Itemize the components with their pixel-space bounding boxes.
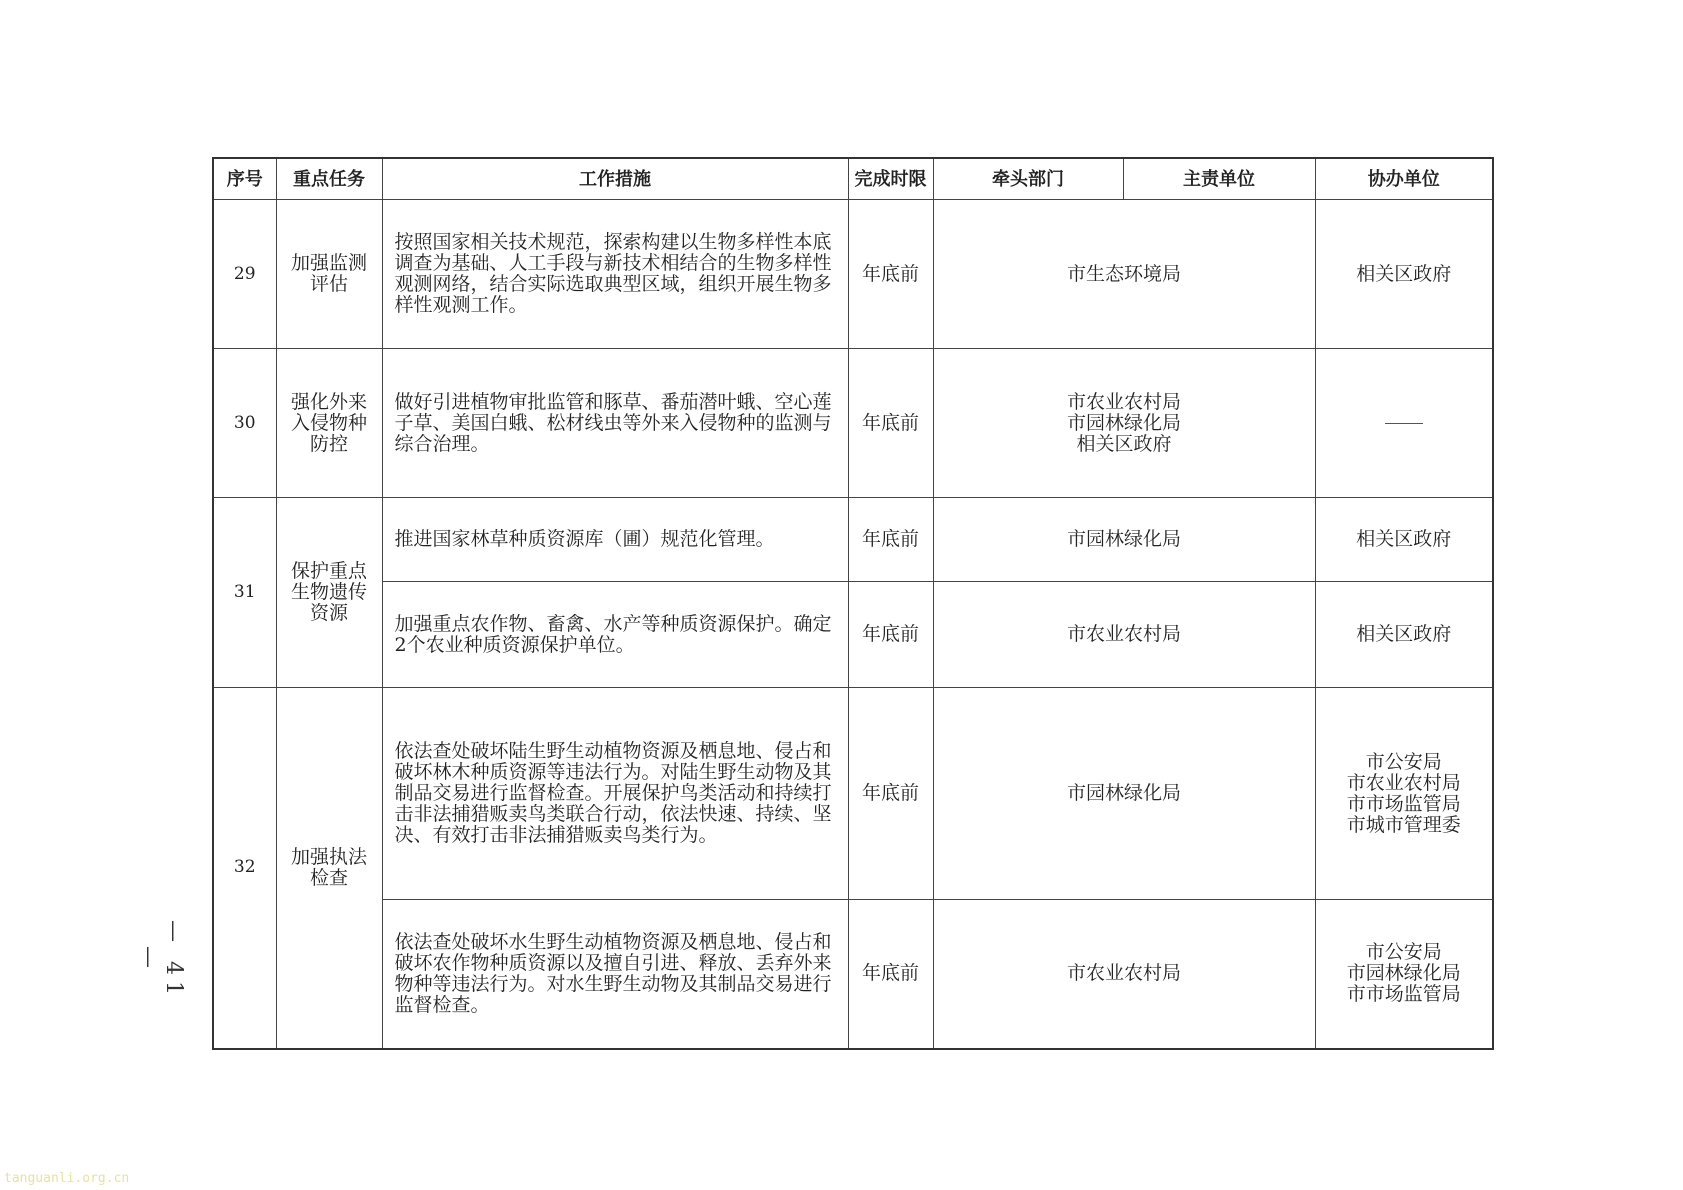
table-row: [213, 582, 1493, 688]
row-no: 29: [213, 200, 276, 349]
row-assist: 相关区政府: [1315, 582, 1493, 688]
table-row: [213, 200, 1493, 349]
row-assist: 市公安局 市园林绿化局 市市场监管局: [1315, 900, 1493, 1049]
row-measure: 依法查处破坏陆生野生动植物资源及栖息地、侵占和破坏林木种质资源等违法行为。对陆生野生动物及其制品交易进行监督检查。开展保护鸟类活动和持续打击非法捕猎贩卖鸟类联合行动，依法快速、持续、坚决、有效打击非法捕猎贩卖鸟类行为。: [382, 688, 848, 900]
row-deadline: 年底前: [848, 688, 933, 900]
row-measure: 推进国家林草种质资源库（圃）规范化管理。: [382, 498, 848, 582]
table-row: [213, 900, 1493, 1049]
row-no: 30: [213, 349, 276, 498]
header-assist: 协办单位: [1315, 158, 1493, 200]
row-measure: 做好引进植物审批监管和豚草、番茄潜叶蛾、空心莲子草、美国白蛾、松材线虫等外来入侵物种的监测与综合治理。: [382, 349, 848, 498]
task-table: [212, 157, 1494, 1050]
row-deadline: 年底前: [848, 582, 933, 688]
row-lead: 市农业农村局: [933, 582, 1315, 688]
watermark: tanguanli.org.cn: [4, 1171, 130, 1186]
row-assist: 相关区政府: [1315, 498, 1493, 582]
row-deadline: 年底前: [848, 200, 933, 349]
row-measure: 按照国家相关技术规范，探索构建以生物多样性本底调查为基础、人工手段与新技术相结合的生物多样性观测网络，结合实际选取典型区域，组织开展生物多样性观测工作。: [382, 200, 848, 349]
row-no: 31: [213, 498, 276, 688]
row-lead: 市农业农村局: [933, 900, 1315, 1049]
header-deadline: 完成时限: [848, 158, 933, 200]
row-lead: 市农业农村局 市园林绿化局 相关区政府: [933, 349, 1315, 498]
row-assist: 市公安局 市农业农村局 市市场监管局 市城市管理委: [1315, 688, 1493, 900]
row-deadline: 年底前: [848, 498, 933, 582]
row-assist: 相关区政府: [1315, 200, 1493, 349]
row-lead: 市生态环境局: [933, 200, 1315, 349]
header-measure: 工作措施: [382, 158, 848, 200]
table-row: [213, 498, 1493, 582]
row-measure: 加强重点农作物、畜禽、水产等种质资源保护。确定2个农业种质资源保护单位。: [382, 582, 848, 688]
header-lead: 牵头部门: [933, 158, 1123, 200]
row-deadline: 年底前: [848, 900, 933, 1049]
header-task: 重点任务: [276, 158, 382, 200]
row-deadline: 年底前: [848, 349, 933, 498]
row-lead: 市园林绿化局: [933, 688, 1315, 900]
row-measure: 依法查处破坏水生野生动植物资源及栖息地、侵占和破坏农作物种质资源以及擅自引进、释放、丢弃外来物种等违法行为。对水生野生动物及其制品交易进行监督检查。: [382, 900, 848, 1049]
row-task: 保护重点 生物遗传 资源: [276, 498, 382, 688]
table-row: [213, 688, 1493, 900]
header-no: 序号: [213, 158, 276, 200]
row-task: 强化外来 入侵物种 防控: [276, 349, 382, 498]
dash-placeholder: [1385, 423, 1423, 424]
page-number: — 41 —: [136, 919, 186, 1001]
row-task: 加强监测 评估: [276, 200, 382, 349]
header-row: [213, 158, 1493, 200]
row-assist: [1315, 349, 1493, 498]
row-no: 32: [213, 688, 276, 1049]
header-responsible: 主责单位: [1123, 158, 1315, 200]
row-task: 加强执法 检查: [276, 688, 382, 1049]
row-lead: 市园林绿化局: [933, 498, 1315, 582]
table-row: [213, 349, 1493, 498]
